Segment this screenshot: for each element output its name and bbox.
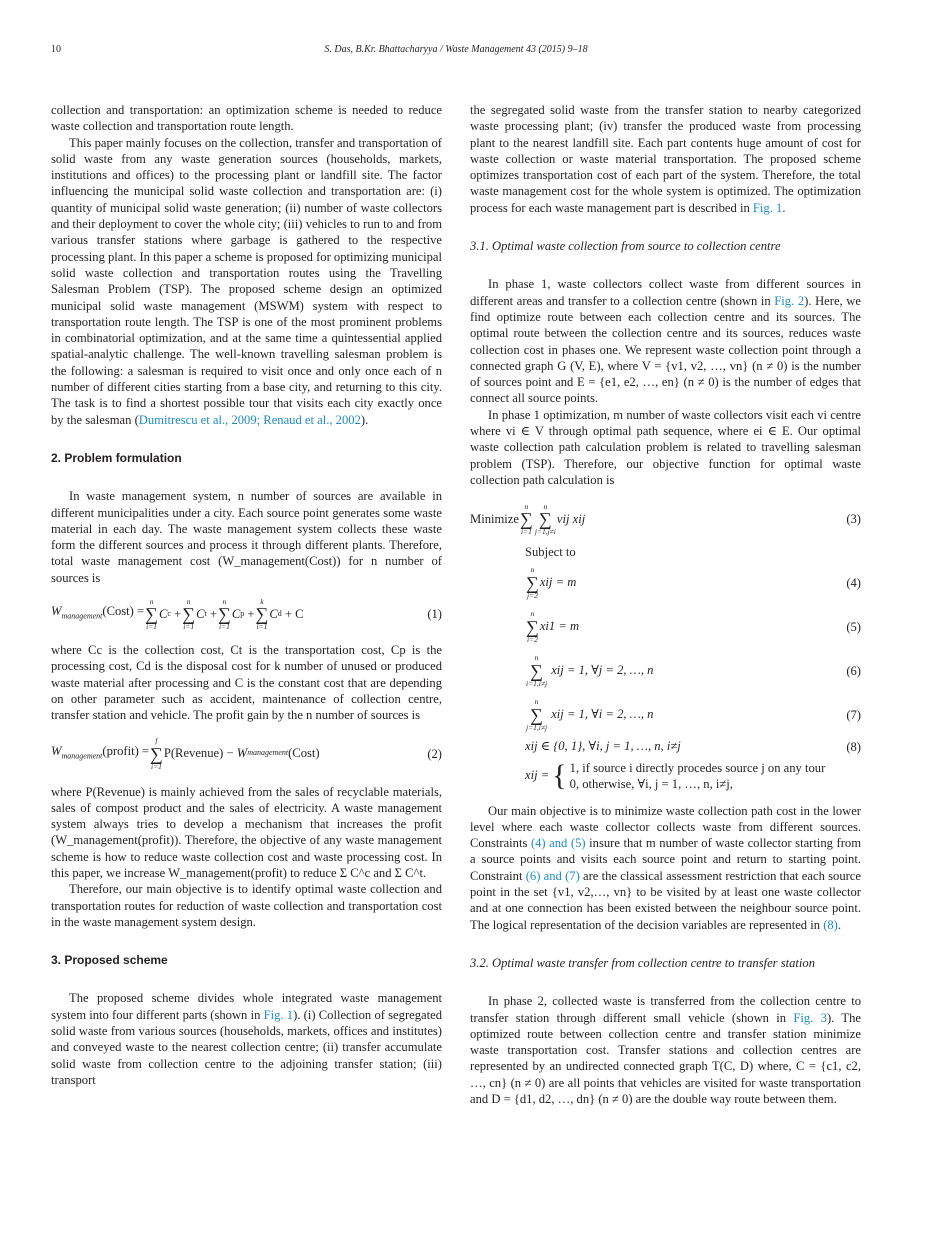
equation-number: (6) [846,663,861,678]
section-heading: 2. Problem formulation [51,450,182,465]
paragraph-text: The proposed scheme divides whole integrated waste management system into four different parts (shown in [51,991,442,1022]
paragraph-text: ). The optimized route between collection centre and transfer station minimize waste transportation cost. Transfer stations and collection centres are represented by an undirected connected graph T(C, D) where, C = {c1, c2, …, cn} (n ≠ 0) are all points that vehicles are visited for waste transportation and D = {d1, d2, …, dn} (n ≠ 0) are the double way route between them. [470,1010,861,1106]
equation-number: (1) [427,606,442,621]
right-column [470,102,861,1107]
page-number: 10 [51,44,61,55]
paragraph: where P(Revenue) is mainly achieved from the sales of recyclable materials, sales of compost product and the sales of electricity. A waste management system always tries to develop a mechanism that increases the profit (W_management(profit)). Therefore, the objective of any waste management scheme is how to reduce waste collection cost and waste processing cost. In this paper, we increase W_management(profit) to reduce Σ C^c and Σ C^t. [51,784,442,880]
paragraph-text: . [837,917,842,932]
subject-to-label: Subject to [525,545,576,560]
paragraph: In waste management system, n number of sources are available in different municipalities under a city. Each source point generates some waste material in each day. The waste management system collects these waste form the different sources and process it through different plants. Therefore, total waste management cost (W_management(Cost)) for n number of sources is [51,489,442,585]
citation-link[interactable]: Dumitrescu et al., 2009; Renaud et al., 2002 [138,412,361,427]
paragraph [470,102,861,216]
figure-link[interactable]: Fig. 2 [774,293,805,308]
left-column [51,102,442,1088]
paragraph: In phase 1 optimization, m number of waste collectors visit each vi centre where vi ∈ V through optimal path sequence, where ei ∈ E. Our optimal waste collection path calculation problem is related to travelling salesman problem (TSP). Therefore, our objective function for optimal waste collection path calculation is [470,407,861,487]
paragraph-text: Our main objective is to minimize waste collection path cost in the lower level where each waste collector collects waste from different sources. Constraints [470,803,861,851]
paragraph [470,276,861,406]
paragraph: collection and transportation: an optimization scheme is needed to reduce waste collection and transportation route length. [51,103,442,134]
equation-3: Minimize n ∑ i=1 n ∑ j=1,j≠i vij xij (3) [470,501,861,537]
equation-5: n ∑ i=2 xi1 = m (5) [526,609,861,644]
equation-8: xij ∈ {0, 1}, ∀i, j = 1, …, n, i≠j (8) [525,739,861,754]
equation-number: (3) [846,512,861,527]
paragraph-text: ). Here, we find optimize route between each collection centre and its sources. The optimal route between the collection centre and its sources, reduces waste collection cost in phases one. We represent waste collection point through a connected graph G (V, E), where V = {v1, v2, …, vn} (n ≠ 0) is the number of sources point and E = {e1, e2, …, en} (n ≠ 0) is the number of edges that connect all source points. [470,293,861,406]
equation-link[interactable]: (4) and (5) [530,836,586,851]
paragraph [51,135,442,428]
paragraph-text: In phase 2, collected waste is transferred from the collection centre to transfer station through different small vehicle (shown in [470,994,861,1025]
paragraph-text: This paper mainly focuses on the collection, transfer and transportation of solid waste from any waste generation sources (households, markets, institutions and offices) to the processing plant or landfill site. The factor influencing the municipal solid waste collection and transportation are: (i) quantity of municipal solid waste generation; (ii) number of waste collectors and their deployment to cover the whole city; (iii) vehicles to run to and from various transfer stations where garbage is gathered to the respective processing plant. In this paper a scheme is proposed for optimizing municipal solid waste collection and transportation routes using the Travelling Salesman Problem (TSP). The proposed scheme design an optimized municipal solid waste management (MSWM) system with respect to transportation route length. The TSP is one of the most prominent problems in combinatorial optimization, and at the same time a quintessential applied spatial-analytic challenge. The well-known travelling salesman problem is the following: a salesman is required to visit once and only once each of n number of different cities starting from a base city, and returning to this city. The task is to find a shortest possible tour that visits each city exactly once by the salesman ( [51,135,443,427]
paragraph: where Cc is the collection cost, Ct is the transportation cost, Cp is the processing cost, Cd is the disposal cost for k number of unused or produced waste material after processing and C is the constant cost that are depending on other parameter such as accident, maintenance of collection centre, transfer station and vehicle. The profit gain by the n number of sources is [51,643,442,723]
paragraph-text: insure that m number of waste collector starting from a source points and visits each source point and return to starting point. Constraint [470,836,861,883]
equation-number: (5) [846,619,861,634]
paragraph-text: ). (i) Collection of segregated solid waste from various sources (households, markets, offices and institutes) and conveyed waste to the nearest collection centre; (ii) transfer accumulate solid waste from collection centre to the adjoining transfer station; (iii) transport [51,1007,442,1087]
paragraph-text: . [782,200,786,215]
running-title: S. Das, B.Kr. Bhattacharyya / Waste Management 43 (2015) 9–18 [324,44,588,55]
paragraph-text: ). [360,412,369,427]
equation-number: (2) [427,746,442,761]
figure-link[interactable]: Fig. 3 [793,1010,827,1025]
equation-decision-variable: xij = { 1, if source i directly procedes source j on any tour 0, otherwise, ∀i, j = 1, …, n, i≠j, [525,758,826,792]
paragraph [51,990,442,1088]
equation-4: n ∑ j=2 xij = m (4) [526,565,861,600]
paragraph-text: the segregated solid waste from the transfer station to nearby categorized waste processing plant; (iv) transfer the produced waste from processing plant to the nearest landfill site. Each part contents huge amount of cost for waste collection or waste material transportation. The proposed scheme optimizes transportation cost of each part of the system. Therefore, the total waste management cost for the whole system is optimized. The optimization process for each waste management part is described in [470,103,861,215]
subsection-heading: 3.1. Optimal waste collection from source to collection centre [470,239,781,254]
page-header [51,44,861,60]
section-heading: 3. Proposed scheme [51,953,168,968]
subsection-heading: 3.2. Optimal waste transfer from collection centre to transfer station [470,955,816,970]
paragraph [470,993,861,1107]
paragraph [470,803,861,933]
figure-link[interactable]: Fig. 1 [752,200,783,215]
equation-2: $W_{management}(profit)$ = f ∑ i=1 P(Revenue) − W management (Cost) (2) [51,736,442,771]
equation-number: (7) [846,707,861,722]
paragraph: Therefore, our main objective is to identify optimal waste collection and transportation routes for reduction of waste collection and transportation cost in the waste management system design. [51,882,442,929]
equation-link[interactable]: (8) [823,917,838,932]
paragraph-text: In phase 1, waste collectors collect waste from different sources in different areas and transfer to a collection centre (shown in [470,277,861,308]
figure-link[interactable]: Fig. 1 [263,1007,294,1022]
paragraph-text: are the classical assessment restriction that each source point in the set {v1, v2,…, vn} to be visited by at least one waste collector and at one connection has been existed between the neighbour source point. The logical representation of the decision variables are represented in [470,868,861,932]
equation-6: n ∑ i=1,i≠j xij = 1, ∀j = 2, …, n (6) [526,653,861,688]
equation-7: n ∑ j=1,i≠j xij = 1, ∀i = 2, …, n (7) [526,697,861,732]
equation-1: $W_{management}(Cost)$ = n ∑ i=1 C c + n ∑ i=1 C t + n ∑ i=1 C p + k ∑ i=1 C d + C (1) [51,596,442,632]
equation-number: (8) [846,739,861,754]
equation-number: (4) [846,575,861,590]
equation-link[interactable]: (6) and (7) [525,868,580,883]
